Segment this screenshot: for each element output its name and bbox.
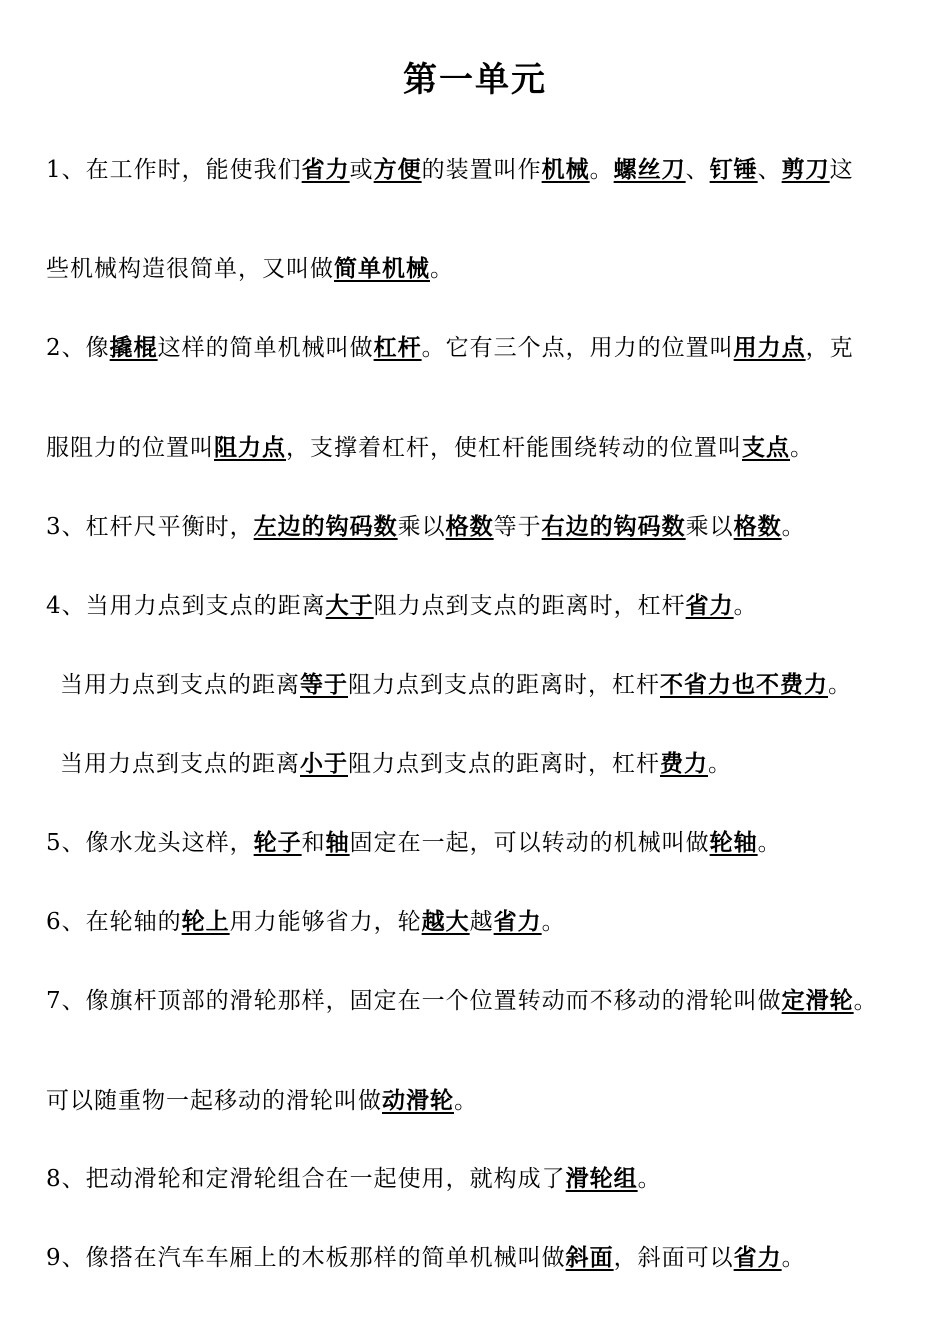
keyword: 斜面 (565, 1244, 614, 1271)
keyword: 格数 (445, 513, 494, 540)
text-segment: 。 (757, 830, 782, 856)
text-line (46, 748, 940, 780)
text-line (46, 332, 926, 364)
text-segment: 等于 (493, 514, 542, 540)
keyword: 格数 (733, 513, 782, 540)
text-line (46, 154, 926, 186)
keyword: 左边的钩码数 (253, 513, 398, 540)
text-line (46, 253, 926, 285)
text-segment: 当用力点到支点的距离 (60, 672, 300, 698)
text-segment: 。 (454, 1088, 478, 1114)
text-segment: 。 (781, 514, 806, 540)
keyword: 大于 (325, 592, 374, 619)
text-segment: ，斜面可以 (613, 1245, 734, 1271)
text-segment: ，支撑着杠杆，使杠杆能围绕转动的位置叫 (286, 435, 742, 461)
text-line (46, 906, 926, 938)
keyword: 省力 (493, 908, 542, 935)
text-segment: 。 (637, 1166, 662, 1192)
text-segment: 服阻力的位置叫 (46, 435, 214, 461)
keyword: 不省力也不费力 (660, 671, 828, 698)
keyword: 右边的钩码数 (541, 513, 686, 540)
text-segment: 阻力点到支点的距离时，杠杆 (373, 593, 686, 619)
text-line (46, 985, 926, 1017)
keyword: 简单机械 (334, 255, 430, 282)
text-segment: 可以随重物一起移动的滑轮叫做 (46, 1088, 382, 1114)
text-segment: 越 (469, 909, 494, 935)
keyword: 定滑轮 (781, 987, 854, 1014)
text-line (46, 511, 926, 543)
text-segment: 5、像水龙头这样， (46, 830, 254, 856)
text-segment: 和 (301, 830, 326, 856)
text-segment: 。它有三个点，用力的位置叫 (421, 335, 734, 361)
keyword: 方便 (373, 156, 422, 183)
keyword: 用力点 (733, 334, 806, 361)
text-segment: 6、在轮轴的 (46, 909, 182, 935)
text-segment: 。 (828, 672, 852, 698)
keyword: 动滑轮 (382, 1087, 454, 1114)
text-segment: 3、杠杆尺平衡时， (46, 514, 254, 540)
text-line (46, 1085, 926, 1117)
text-segment: 或 (349, 157, 374, 183)
text-segment: 当用力点到支点的距离 (60, 751, 300, 777)
keyword: 省力 (685, 592, 734, 619)
keyword: 钉锤 (709, 156, 758, 183)
text-segment: 。 (853, 988, 878, 1014)
text-segment: 2、像 (46, 335, 110, 361)
text-segment: 阻力点到支点的距离时，杠杆 (348, 672, 660, 698)
keyword: 轮上 (181, 908, 230, 935)
text-segment: 。 (430, 256, 454, 282)
keyword: 剪刀 (781, 156, 830, 183)
text-segment: 。 (541, 909, 566, 935)
text-segment: 、 (757, 157, 782, 183)
keyword: 杠杆 (373, 334, 422, 361)
text-segment: 这 (829, 157, 854, 183)
keyword: 轮子 (253, 829, 302, 856)
text-line (46, 669, 940, 701)
text-segment: 、 (685, 157, 710, 183)
text-segment: 固定在一起，可以转动的机械叫做 (349, 830, 710, 856)
keyword: 轴 (325, 829, 350, 856)
keyword: 支点 (742, 434, 790, 461)
text-segment: 用力能够省力，轮 (229, 909, 422, 935)
text-segment: 的装置叫作 (421, 157, 542, 183)
keyword: 机械 (541, 156, 590, 183)
text-segment: 8、把动滑轮和定滑轮组合在一起使用，就构成了 (46, 1166, 566, 1192)
text-segment: 些机械构造很简单，又叫做 (46, 256, 334, 282)
keyword: 省力 (301, 156, 350, 183)
text-segment: 这样的简单机械叫做 (157, 335, 374, 361)
text-line (46, 1242, 926, 1274)
text-segment: 。 (781, 1245, 806, 1271)
text-line (46, 590, 926, 622)
text-segment: 7、像旗杆顶部的滑轮那样，固定在一个位置转动而不移动的滑轮叫做 (46, 988, 782, 1014)
keyword: 轮轴 (709, 829, 758, 856)
text-segment: 1、在工作时，能使我们 (46, 157, 302, 183)
text-segment: 9、像搭在汽车车厢上的木板那样的简单机械叫做 (46, 1245, 566, 1271)
text-line (46, 827, 926, 859)
text-segment: 4、当用力点到支点的距离 (46, 593, 326, 619)
text-segment: 。 (589, 157, 614, 183)
keyword: 阻力点 (214, 434, 286, 461)
text-segment: ，克 (805, 335, 854, 361)
text-segment: 阻力点到支点的距离时，杠杆 (348, 751, 660, 777)
keyword: 撬棍 (109, 334, 158, 361)
text-line (46, 432, 926, 464)
keyword: 小于 (300, 750, 348, 777)
page-title: 第一单元 (403, 60, 547, 100)
keyword: 省力 (733, 1244, 782, 1271)
keyword: 等于 (300, 671, 348, 698)
text-segment: 乘以 (397, 514, 446, 540)
text-segment: 。 (708, 751, 732, 777)
keyword: 越大 (421, 908, 470, 935)
text-segment: 。 (790, 435, 814, 461)
text-line (46, 1163, 926, 1195)
keyword: 滑轮组 (565, 1165, 638, 1192)
keyword: 费力 (660, 750, 708, 777)
text-segment: 。 (733, 593, 758, 619)
keyword: 螺丝刀 (613, 156, 686, 183)
text-segment: 乘以 (685, 514, 734, 540)
